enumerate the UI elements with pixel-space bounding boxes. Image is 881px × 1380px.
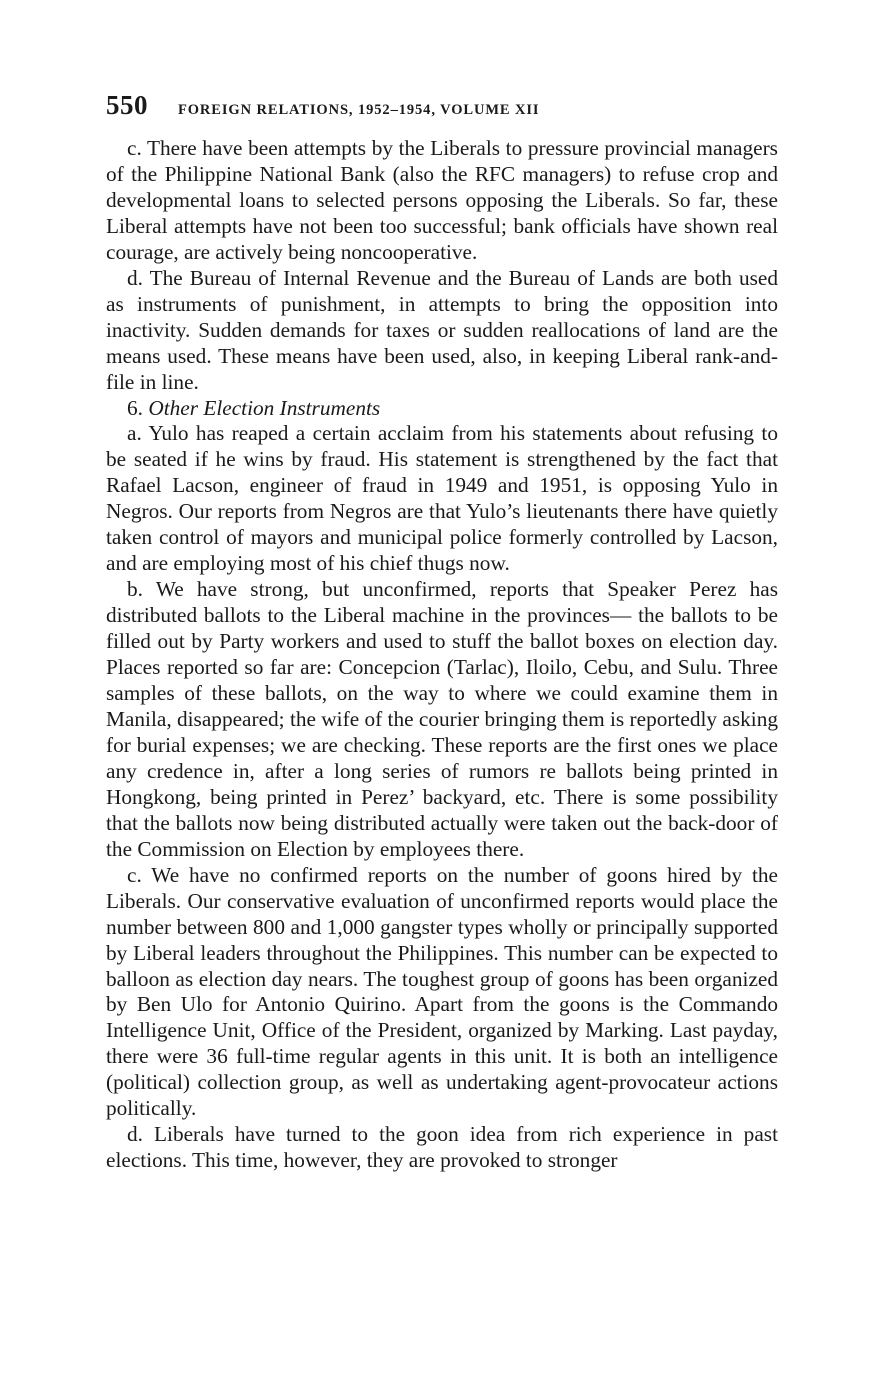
paragraph-6a <box>106 421 778 577</box>
running-head <box>106 90 778 126</box>
paragraph-text: There have been attempts by the Liberals to pressure provincial managers of the Philippine National Bank (also the RFC managers) to refuse crop and developmental loans to selected persons opposing the Liberals. So far, these Liberal attempts have not been too successful; bank officials have shown real courage, are actively being noncooperative. <box>106 136 778 264</box>
paragraph-text: The Bureau of Internal Revenue and the Bureau of Lands are both used as instruments of punishment, in attempts to bring the opposition into inactivity. Sudden demands for taxes or sudden reallocations of land are the means used. These means have been used, also, in keeping Liberal rank-and-file in line. <box>106 265 778 394</box>
section-title: Other Election Instruments <box>148 395 381 420</box>
paragraph-label: a. <box>127 421 142 446</box>
paragraph-text: Yulo has reaped a certain acclaim from his statements about refusing to be seated if he wins by fraud. His statement is strengthened by the fact that Rafael Lacson, engineer of fraud in 1949 and 1951, is opposing Yulo in Negros. Our reports from Negros are that Yulo’s lieutenants there have quietly taken control of mayors and municipal police formerly controlled by Lacson, and are employing most of his chief thugs now. <box>106 421 778 576</box>
page-number: 550 <box>106 90 148 120</box>
section-number: 6. <box>127 395 143 420</box>
paragraph-5c <box>106 136 778 266</box>
paragraph-text: Liberals have turned to the goon idea from rich experience in past elections. This time, however, they are provoked to stronger <box>106 1122 778 1173</box>
paragraph-label: d. <box>127 1122 143 1147</box>
body-text <box>106 136 778 1174</box>
running-title: FOREIGN RELATIONS, 1952–1954, VOLUME XII <box>178 102 540 118</box>
paragraph-text: We have strong, but unconfirmed, reports that Speaker Perez has distributed ballots to the Liberal machine in the provinces— the ballots to be filled out by Party workers and used to stuff the ballot boxes on election day. Places reported so far are: Concepcion (Tarlac), Iloilo, Cebu, and Sulu. Three samples of these ballots, on the way to where we could examine them in Manila, disappeared; the wife of the courier bringing them is reportedly asking for burial expenses; we are checking. These reports are the first ones we place any credence in, after a long series of rumors re ballots being printed in Hongkong, being printed in Perez’ backyard, etc. There is some possibility that the ballots now being distributed actually were taken out the back-door of the Commission on Election by employees there. <box>106 577 778 861</box>
paragraph-6b <box>106 577 778 862</box>
paragraph-6c <box>106 863 778 1123</box>
paragraph-text: We have no confirmed reports on the number of goons hired by the Liberals. Our conservative evaluation of unconfirmed reports would place the number between 800 and 1,000 gangster types wholly or principally supported by Liberal leaders throughout the Philippines. This number can be expected to balloon as election day nears. The toughest group of goons has been organized by Ben Ulo for Antonio Quirino. Apart from the goons is the Commando Intelligence Unit, Office of the President, organized by Marking. Last payday, there were 36 full-time regular agents in this unit. It is both an intelligence (political) collection group, as well as undertaking agent-provocateur actions politically. <box>106 862 778 1121</box>
paragraph-5d <box>106 266 778 396</box>
paragraph-label: c. <box>127 136 142 160</box>
paragraph-6d <box>106 1122 778 1174</box>
paragraph-label: d. <box>127 265 143 290</box>
paragraph-label: c. <box>127 862 142 887</box>
document-page <box>106 90 778 1174</box>
paragraph-label: b. <box>127 577 143 602</box>
section-heading-6 <box>106 396 778 422</box>
